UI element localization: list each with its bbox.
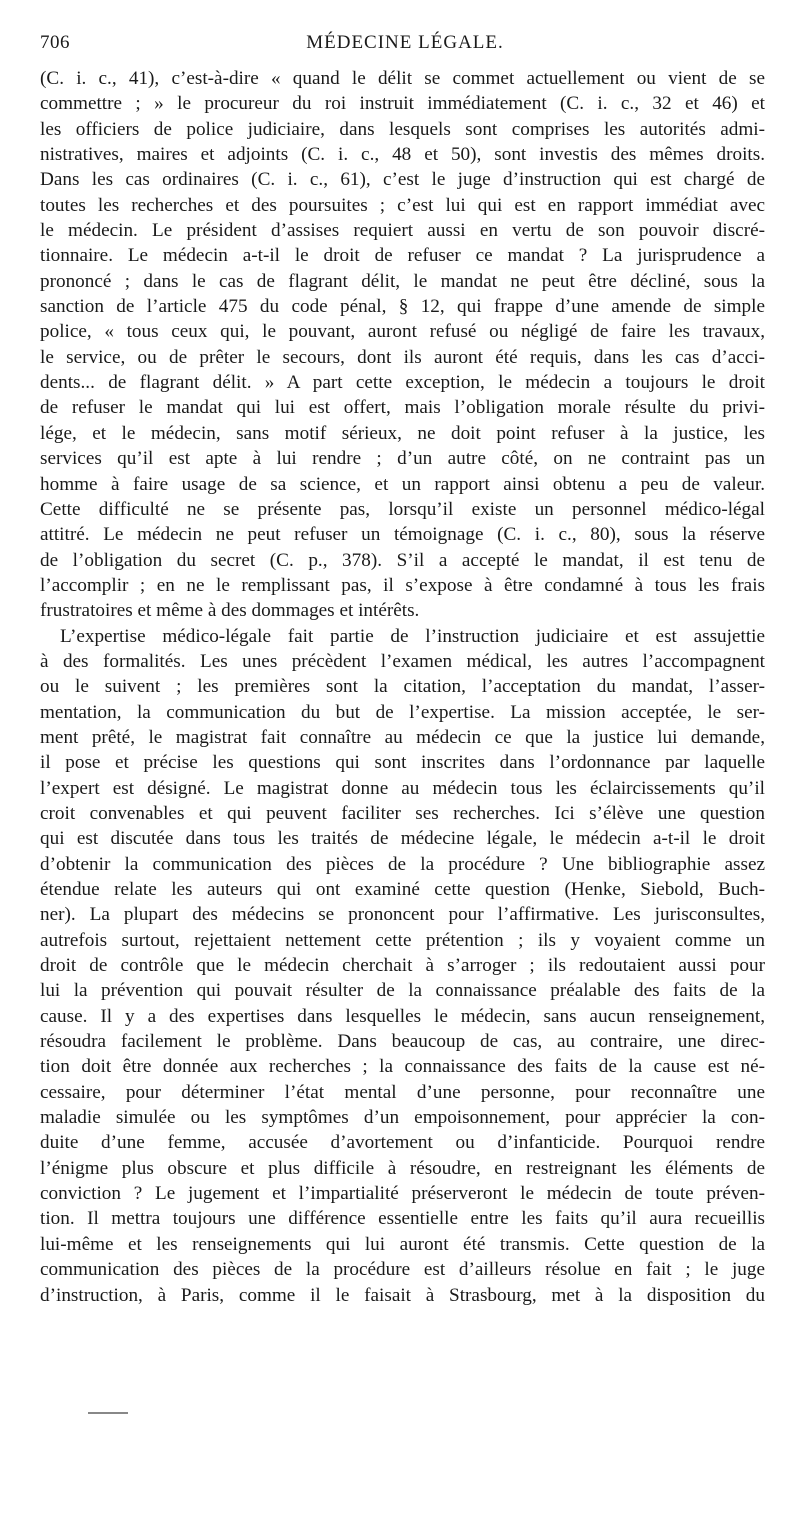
text-line: le médecin. Le président d’assises requiert aussi en vertu de son pouvoir discré-	[40, 220, 765, 242]
text-line: l’énigme plus obscure et plus difficile à résoudre, en restreignant les éléments de	[40, 1157, 765, 1179]
text-line: homme à faire usage de sa science, et un rapport ainsi obtenu a peu de valeur.	[40, 473, 765, 495]
text-line: ment prêté, le magistrat fait connaître au médecin ce que la justice lui demande,	[40, 726, 765, 748]
text-line: maladie simulée ou les symptômes d’un empoisonnement, pour apprécier la con-	[40, 1107, 765, 1129]
text-line: tion. Il mettra toujours une différence essentielle entre les faits qu’il aura recueillis	[40, 1208, 765, 1230]
text-line: attitré. Le médecin ne peut refuser un témoignage (C. i. c., 80), sous la réserve	[40, 524, 765, 546]
page-header	[40, 32, 770, 62]
text-line: toutes les recherches et des poursuites ; c’est lui qui est en rapport immédiat avec	[40, 194, 765, 216]
text-line: d’obtenir la communication des pièces de la procédure ? Une bibliographie assez	[40, 853, 765, 875]
text-line: les officiers de police judiciaire, dans lesquels sont comprises les autorités admi-	[40, 118, 765, 140]
text-line: ou le suivent ; les premières sont la citation, l’acceptation du mandat, l’asser-	[40, 676, 765, 698]
text-line: tionnaire. Le médecin a-t-il le droit de refuser ce mandat ? La jurisprudence a	[40, 245, 765, 267]
running-title: MÉDECINE LÉGALE.	[306, 32, 504, 53]
text-line: croit convenables et qui peuvent faciliter ses recherches. Ici s’élève une question	[40, 802, 765, 824]
text-line: ner). La plupart des médecins se prononcent pour l’affirmative. Les jurisconsultes,	[40, 904, 765, 926]
text-line: duite d’une femme, accusée d’avortement ou d’infanticide. Pourquoi rendre	[40, 1132, 765, 1154]
text-line: dents... de flagrant délit. » A part cette exception, le médecin a toujours le droit	[40, 372, 765, 394]
text-line: prononcé ; dans le cas de flagrant délit, le mandat ne peut être décliné, sous la	[40, 270, 765, 292]
text-line: autrefois surtout, rejettaient nettement cette prétention ; ils y voyaient comme un	[40, 929, 765, 951]
text-line: L’expertise médico-légale fait partie de l’instruction judiciaire et est assujettie	[60, 625, 765, 647]
text-line: Cette difficulté ne se présente pas, lorsqu’il existe un personnel médico-légal	[40, 498, 765, 520]
page-number: 706	[40, 32, 70, 53]
text-line: droit de contrôle que le médecin cherchait à s’arroger ; ils redoutaient aussi pour	[40, 955, 765, 977]
scan-artifact-mark	[88, 1412, 128, 1414]
text-line: lui la prévention qui pouvait résulter de la connaissance préalable des faits de la	[40, 980, 765, 1002]
text-line: le service, ou de prêter le secours, dont ils auront été requis, dans les cas d’acci-	[40, 346, 765, 368]
text-line: conviction ? Le jugement et l’impartialité préserveront le médecin de toute préven-	[40, 1183, 765, 1205]
text-line: cessaire, pour déterminer l’état mental d’une personne, pour reconnaître une	[40, 1081, 765, 1103]
text-line: à des formalités. Les unes précèdent l’examen médical, les autres l’accompagnent	[40, 650, 765, 672]
text-line: étendue relate les auteurs qui ont examiné cette question (Henke, Siebold, Buch-	[40, 879, 765, 900]
text-line: lége, et le médecin, sans motif sérieux, ne doit point refuser à la justice, les	[40, 422, 765, 444]
text-line: l’accomplir ; en ne le remplissant pas, il s’expose à être condamné à tous les frais	[40, 574, 765, 596]
text-line: tion doit être donnée aux recherches ; la connaissance des faits de la cause est né-	[40, 1056, 765, 1078]
text-line: police, « tous ceux qui, le pouvant, auront refusé ou négligé de faire les travaux,	[40, 321, 765, 343]
text-line: Dans les cas ordinaires (C. i. c., 61), c’est le juge d’instruction qui est chargé de	[40, 169, 765, 191]
text-line: résoudra facilement le problème. Dans beaucoup de cas, au contraire, une direc-	[40, 1031, 765, 1053]
text-line: de refuser le mandat qui lui est offert, mais l’obligation morale résulte du privi-	[40, 397, 765, 419]
text-line: (C. i. c., 41), c’est-à-dire « quand le délit se commet actuellement ou vient de se	[40, 68, 765, 89]
text-line: l’expert est désigné. Le magistrat donne au médecin tous les éclaircissements qu’il	[40, 777, 765, 799]
body-text	[40, 66, 765, 1308]
text-line: commettre ; » le procureur du roi instruit immédiatement (C. i. c., 32 et 46) et	[40, 93, 765, 115]
text-line: frustratoires et même à des dommages et intérêts.	[40, 600, 420, 622]
text-line: mentation, la communication du but de l’expertise. La mission acceptée, le ser-	[40, 701, 765, 723]
text-line: nistratives, maires et adjoints (C. i. c., 48 et 50), sont investis des mêmes droits.	[40, 144, 765, 166]
text-line: qui est discutée dans tous les traités de médecine légale, le médecin a-t-il le droit	[40, 828, 765, 850]
text-line: lui-même et les renseignements qui lui auront été transmis. Cette question de la	[40, 1233, 765, 1255]
text-line: de l’obligation du secret (C. p., 378). S’il a accepté le mandat, il est tenu de	[40, 549, 765, 571]
text-line: d’instruction, à Paris, comme il le faisait à Strasbourg, met à la disposition du	[40, 1284, 765, 1306]
text-line: cause. Il y a des expertises dans lesquelles le médecin, sans aucun renseignement,	[40, 1005, 765, 1027]
text-line: communication des pièces de la procédure est d’ailleurs résolue en fait ; le juge	[40, 1259, 765, 1281]
text-line: sanction de l’article 475 du code pénal, § 12, qui frappe d’une amende de simple	[40, 296, 765, 318]
text-line: services qu’il est apte à lui rendre ; d’un autre côté, on ne contraint pas un	[40, 448, 765, 470]
text-line: il pose et précise les questions qui sont inscrites dans l’ordonnance par laquelle	[40, 752, 765, 774]
